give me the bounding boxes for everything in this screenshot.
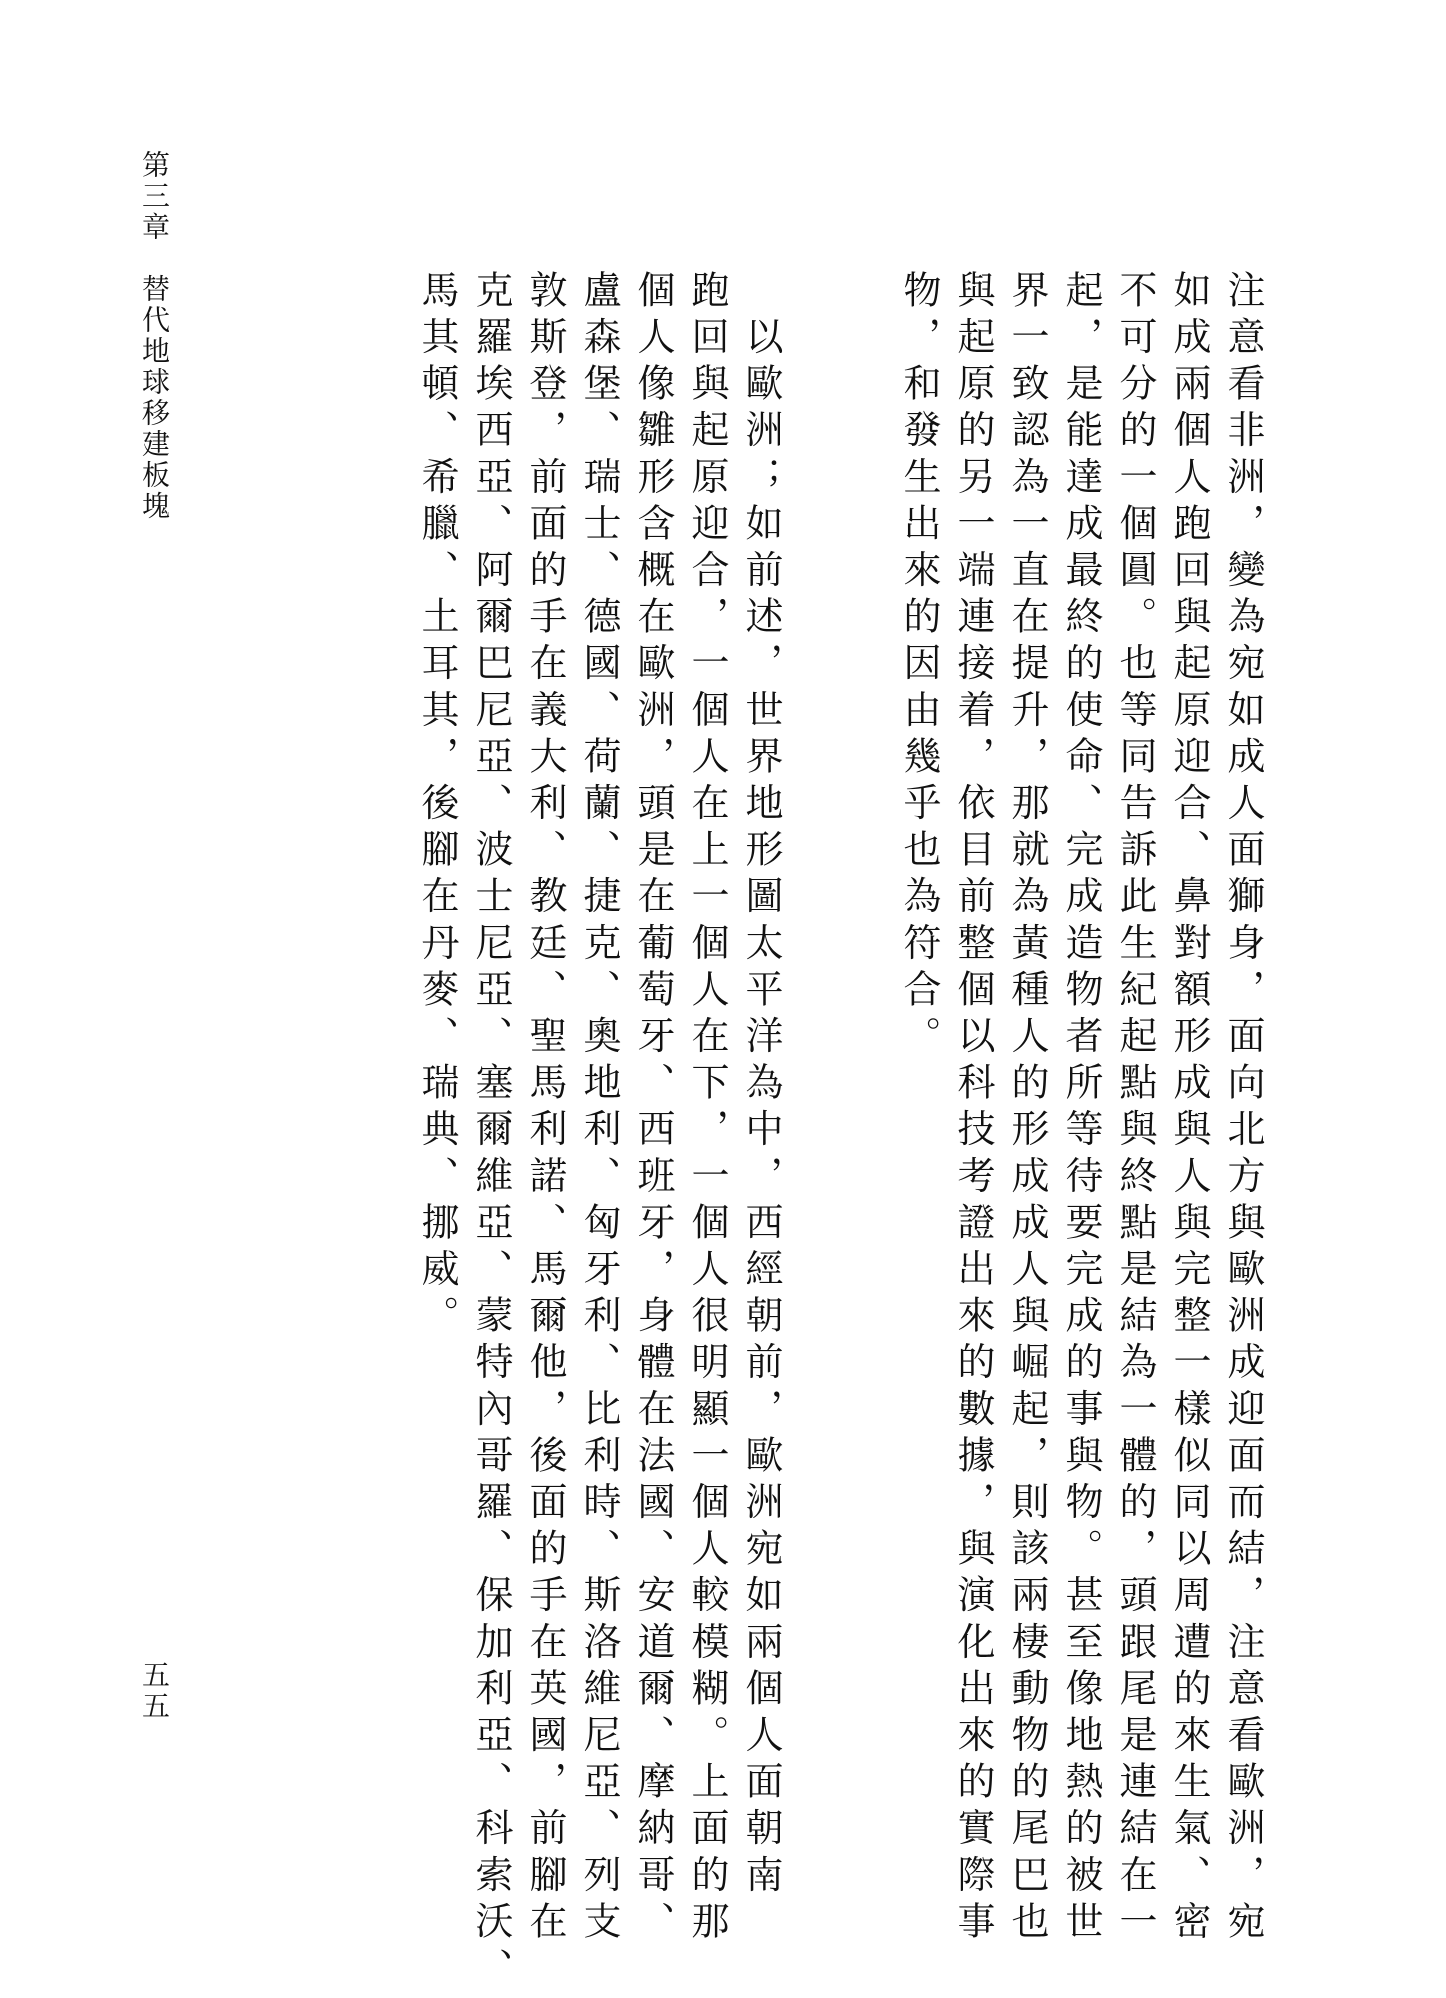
paragraph-2-line-4: 盧森堡、瑞士、德國、荷蘭、捷克、奧地利、匈牙利、比利時、斯洛維尼亞、列支 <box>577 270 621 1948</box>
paragraph-1-line-5: 界一致認為一直在提升，那就為黃種人的形成成人與崛起，則該兩棲動物的尾巴也 <box>1005 270 1049 1948</box>
paragraph-2-line-1: 以歐洲；如前述，世界地形圖太平洋為中，西經朝前，歐洲宛如兩個人面朝南 <box>739 270 783 1901</box>
paragraph-1-line-1: 注意看非洲，變為宛如成人面獅身，面向北方與歐洲成迎面而結，注意看歐洲，宛 <box>1221 270 1265 1948</box>
paragraph-1-line-6: 與起原的另一端連接着，依目前整個以科技考證出來的數據，與演化出來的實際事 <box>951 270 995 1948</box>
paragraph-2-line-2: 跑回與起原迎合，一個人在上一個人在下，一個人很明顯一個人較模糊。上面的那 <box>685 270 729 1948</box>
running-header <box>138 150 171 522</box>
chapter-label: 第三章 <box>138 150 171 243</box>
paragraph-1-line-4: 起，是能達成最終的使命、完成造物者所等待要完成的事與物。甚至像地熱的被世 <box>1059 270 1103 1948</box>
paragraph-1-line-2: 如成兩個人跑回與起原迎合、鼻對額形成與人與完整一樣似同以周遭的來生氣、密 <box>1167 270 1211 1948</box>
paragraph-1-line-7: 物，和發生出來的因由幾乎也為符合。 <box>897 270 941 1063</box>
paragraph-1-line-3: 不可分的一個圓。也等同告訴此生紀起點與終點是結為一體的，頭跟尾是連結在一 <box>1113 270 1157 1948</box>
page-number: 五五 <box>138 1660 171 1722</box>
header-gap <box>138 243 171 274</box>
chapter-title: 替代地球移建板塊 <box>138 274 171 522</box>
paragraph-2-line-5: 敦斯登，前面的手在義大利、教廷、聖馬利諾、馬爾他，後面的手在英國，前腳在 <box>523 270 567 1948</box>
paragraph-2-line-3: 個人像雛形含概在歐洲，頭是在葡萄牙、西班牙，身體在法國、安道爾、摩納哥、 <box>631 270 675 1948</box>
paragraph-2-line-6: 克羅埃西亞、阿爾巴尼亞、波士尼亞、塞爾維亞、蒙特內哥羅、保加利亞、科索沃、 <box>469 270 513 1995</box>
paragraph-2-line-7: 馬其頓、希臘、土耳其，後腳在丹麥、瑞典、挪威。 <box>415 270 459 1342</box>
